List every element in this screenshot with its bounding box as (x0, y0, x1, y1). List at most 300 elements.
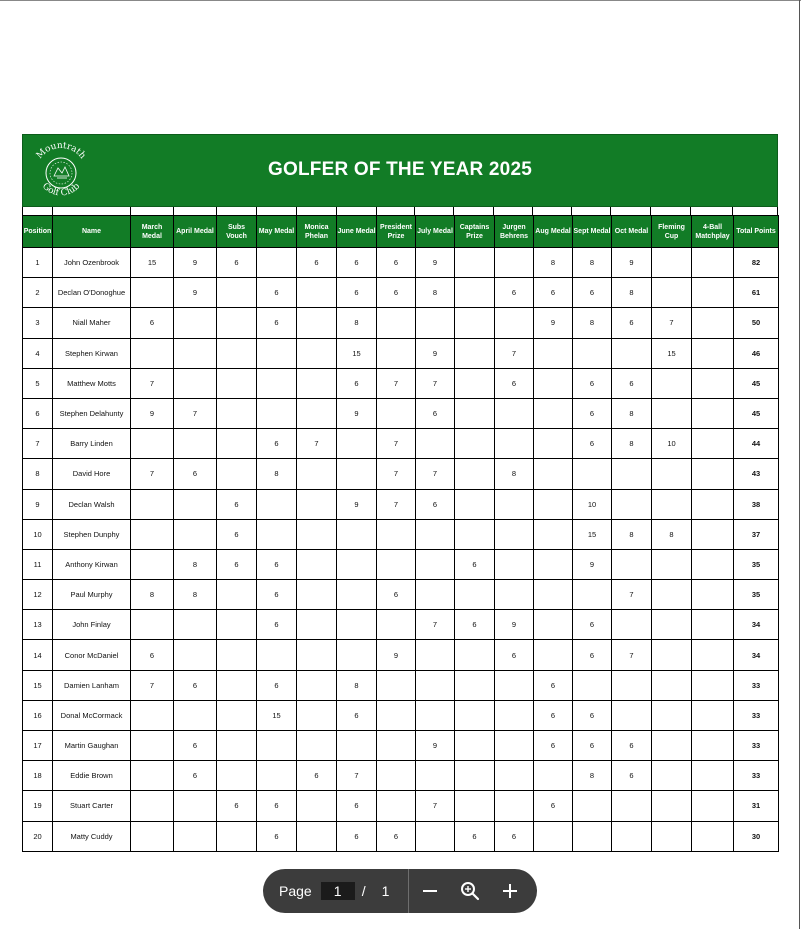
cell-monica-phelan: 7 (297, 429, 337, 459)
cell-president-prize: 7 (377, 489, 416, 519)
cell-position: 6 (23, 398, 53, 428)
column-header-april-medal: April Medal (174, 216, 217, 248)
cell-jurgen-behrens (495, 761, 534, 791)
cell-aug-medal: 6 (534, 278, 573, 308)
cell-march-medal (131, 429, 174, 459)
cell-position: 1 (23, 248, 53, 278)
cell-fleming-cup (652, 398, 692, 428)
cell-total-points: 46 (734, 338, 779, 368)
scoresheet (22, 134, 778, 852)
cell-total-points: 35 (734, 549, 779, 579)
cell-oct-medal: 6 (612, 368, 652, 398)
cell-oct-medal: 9 (612, 248, 652, 278)
column-header-may-medal: May Medal (257, 216, 297, 248)
cell-may-medal (257, 640, 297, 670)
cell-july-medal: 9 (416, 248, 455, 278)
cell-4-ball-matchplay (692, 398, 734, 428)
column-header-4-ball-matchplay: 4-Ball Matchplay (692, 216, 734, 248)
cell-aug-medal (534, 549, 573, 579)
column-header-sept-medal: Sept Medal (573, 216, 612, 248)
cell-april-medal (174, 519, 217, 549)
toolbar-divider (408, 869, 409, 913)
cell-subs-vouch: 6 (217, 519, 257, 549)
cell-total-points: 34 (734, 610, 779, 640)
cell-captains-prize (455, 670, 495, 700)
cell-monica-phelan (297, 368, 337, 398)
cell-march-medal (131, 821, 174, 851)
cell-april-medal: 6 (174, 670, 217, 700)
cell-monica-phelan (297, 278, 337, 308)
cell-president-prize (377, 398, 416, 428)
cell-4-ball-matchplay (692, 489, 734, 519)
cell-march-medal (131, 791, 174, 821)
cell-total-points: 44 (734, 429, 779, 459)
cell-president-prize (377, 670, 416, 700)
cell-aug-medal: 8 (534, 248, 573, 278)
cell-president-prize: 9 (377, 640, 416, 670)
cell-oct-medal (612, 700, 652, 730)
cell-name: Declan Walsh (53, 489, 131, 519)
cell-4-ball-matchplay (692, 248, 734, 278)
cell-subs-vouch (217, 640, 257, 670)
spacer-cell (533, 207, 572, 215)
cell-president-prize: 7 (377, 429, 416, 459)
cell-may-medal: 6 (257, 610, 297, 640)
column-header-total-points: Total Points (734, 216, 779, 248)
cell-monica-phelan (297, 791, 337, 821)
cell-aug-medal (534, 398, 573, 428)
table-row (23, 278, 779, 308)
column-header-president-prize: President Prize (377, 216, 416, 248)
cell-president-prize (377, 761, 416, 791)
cell-aug-medal: 9 (534, 308, 573, 338)
cell-jurgen-behrens (495, 308, 534, 338)
column-header-captains-prize: Captains Prize (455, 216, 495, 248)
page-title: GOLFER OF THE YEAR 2025 (268, 159, 532, 180)
cell-july-medal (416, 308, 455, 338)
cell-sept-medal (573, 670, 612, 700)
cell-captains-prize (455, 338, 495, 368)
spacer-cell (494, 207, 533, 215)
cell-president-prize: 6 (377, 248, 416, 278)
cell-name: John Ozenbrook (53, 248, 131, 278)
table-row (23, 248, 779, 278)
cell-4-ball-matchplay (692, 459, 734, 489)
cell-july-medal (416, 670, 455, 700)
cell-president-prize (377, 308, 416, 338)
cell-total-points: 33 (734, 761, 779, 791)
table-row (23, 489, 779, 519)
table-row (23, 821, 779, 851)
cell-may-medal (257, 761, 297, 791)
cell-may-medal (257, 489, 297, 519)
cell-march-medal (131, 761, 174, 791)
page-separator: / (361, 883, 366, 899)
cell-aug-medal (534, 459, 573, 489)
cell-march-medal (131, 489, 174, 519)
cell-june-medal: 15 (337, 338, 377, 368)
cell-july-medal (416, 580, 455, 610)
column-header-aug-medal: Aug Medal (534, 216, 573, 248)
column-header-fleming-cup: Fleming Cup (652, 216, 692, 248)
cell-jurgen-behrens (495, 398, 534, 428)
cell-sept-medal: 6 (573, 731, 612, 761)
cell-captains-prize (455, 368, 495, 398)
cell-april-medal: 6 (174, 731, 217, 761)
cell-fleming-cup (652, 580, 692, 610)
total-pages: 1 (381, 883, 390, 899)
header-row (23, 216, 779, 248)
cell-position: 2 (23, 278, 53, 308)
cell-monica-phelan (297, 580, 337, 610)
cell-captains-prize (455, 308, 495, 338)
cell-name: Anthony Kirwan (53, 549, 131, 579)
cell-april-medal (174, 489, 217, 519)
cell-subs-vouch (217, 821, 257, 851)
cell-president-prize: 7 (377, 459, 416, 489)
cell-fleming-cup (652, 670, 692, 700)
cell-total-points: 37 (734, 519, 779, 549)
cell-president-prize: 6 (377, 278, 416, 308)
cell-position: 17 (23, 731, 53, 761)
cell-monica-phelan (297, 640, 337, 670)
cell-sept-medal: 6 (573, 368, 612, 398)
cell-june-medal: 9 (337, 398, 377, 428)
cell-april-medal (174, 821, 217, 851)
cell-may-medal (257, 731, 297, 761)
cell-sept-medal (573, 459, 612, 489)
cell-subs-vouch (217, 700, 257, 730)
cell-oct-medal: 8 (612, 519, 652, 549)
cell-4-ball-matchplay (692, 519, 734, 549)
table-row (23, 700, 779, 730)
cell-captains-prize (455, 429, 495, 459)
cell-april-medal: 8 (174, 580, 217, 610)
cell-aug-medal (534, 519, 573, 549)
cell-subs-vouch (217, 368, 257, 398)
cell-may-medal: 6 (257, 308, 297, 338)
cell-may-medal: 8 (257, 459, 297, 489)
logo-top-text: Mountrath (34, 140, 88, 162)
cell-captains-prize (455, 700, 495, 730)
cell-president-prize (377, 549, 416, 579)
table-row (23, 610, 779, 640)
spacer-cell (572, 207, 611, 215)
cell-name: Stephen Delahunty (53, 398, 131, 428)
cell-jurgen-behrens (495, 489, 534, 519)
spacer-cell (651, 207, 691, 215)
zoom-magnifier-icon (460, 881, 480, 901)
cell-april-medal (174, 640, 217, 670)
cell-fleming-cup (652, 791, 692, 821)
cell-march-medal: 7 (131, 670, 174, 700)
spacer-cell (415, 207, 454, 215)
cell-subs-vouch (217, 459, 257, 489)
cell-june-medal (337, 519, 377, 549)
cell-4-ball-matchplay (692, 429, 734, 459)
cell-aug-medal (534, 610, 573, 640)
cell-captains-prize (455, 519, 495, 549)
column-header-jurgen-behrens: Jurgen Behrens (495, 216, 534, 248)
column-header-july-medal: July Medal (416, 216, 455, 248)
cell-name: Eddie Brown (53, 761, 131, 791)
cell-july-medal (416, 429, 455, 459)
cell-subs-vouch (217, 429, 257, 459)
cell-july-medal: 7 (416, 610, 455, 640)
cell-aug-medal (534, 338, 573, 368)
spacer-cell (53, 207, 131, 215)
column-header-monica-phelan: Monica Phelan (297, 216, 337, 248)
cell-fleming-cup (652, 278, 692, 308)
cell-oct-medal: 7 (612, 580, 652, 610)
cell-position: 11 (23, 549, 53, 579)
cell-subs-vouch (217, 580, 257, 610)
cell-name: David Hore (53, 459, 131, 489)
cell-monica-phelan (297, 459, 337, 489)
cell-monica-phelan (297, 821, 337, 851)
cell-april-medal (174, 791, 217, 821)
cell-may-medal: 6 (257, 580, 297, 610)
cell-name: Niall Maher (53, 308, 131, 338)
cell-jurgen-behrens (495, 248, 534, 278)
cell-july-medal (416, 549, 455, 579)
cell-july-medal: 9 (416, 338, 455, 368)
cell-march-medal (131, 610, 174, 640)
cell-oct-medal (612, 489, 652, 519)
cell-oct-medal (612, 791, 652, 821)
cell-july-medal: 6 (416, 489, 455, 519)
cell-subs-vouch (217, 731, 257, 761)
cell-jurgen-behrens (495, 519, 534, 549)
cell-position: 8 (23, 459, 53, 489)
cell-subs-vouch (217, 308, 257, 338)
cell-total-points: 38 (734, 489, 779, 519)
cell-may-medal (257, 368, 297, 398)
cell-may-medal: 6 (257, 670, 297, 700)
cell-total-points: 61 (734, 278, 779, 308)
table-row (23, 429, 779, 459)
cell-jurgen-behrens (495, 549, 534, 579)
cell-captains-prize (455, 398, 495, 428)
cell-position: 7 (23, 429, 53, 459)
cell-position: 20 (23, 821, 53, 851)
cell-fleming-cup (652, 489, 692, 519)
table-body (23, 248, 779, 852)
cell-jurgen-behrens (495, 670, 534, 700)
table-row (23, 580, 779, 610)
cell-name: Martin Gaughan (53, 731, 131, 761)
cell-jurgen-behrens: 9 (495, 610, 534, 640)
cell-may-medal (257, 248, 297, 278)
cell-total-points: 33 (734, 670, 779, 700)
cell-4-ball-matchplay (692, 610, 734, 640)
cell-sept-medal: 6 (573, 640, 612, 670)
cell-4-ball-matchplay (692, 338, 734, 368)
cell-president-prize: 7 (377, 368, 416, 398)
cell-march-medal (131, 549, 174, 579)
table-row (23, 731, 779, 761)
table-row (23, 368, 779, 398)
cell-june-medal: 8 (337, 670, 377, 700)
cell-captains-prize: 6 (455, 610, 495, 640)
cell-fleming-cup: 15 (652, 338, 692, 368)
cell-june-medal (337, 459, 377, 489)
cell-march-medal (131, 519, 174, 549)
cell-jurgen-behrens: 7 (495, 338, 534, 368)
cell-march-medal: 15 (131, 248, 174, 278)
table-row (23, 308, 779, 338)
table-row (23, 791, 779, 821)
cell-sept-medal: 6 (573, 278, 612, 308)
cell-june-medal (337, 640, 377, 670)
cell-july-medal: 7 (416, 459, 455, 489)
minus-icon (422, 883, 438, 899)
column-header-oct-medal: Oct Medal (612, 216, 652, 248)
cell-aug-medal: 6 (534, 700, 573, 730)
column-header-position: Position (23, 216, 53, 248)
cell-position: 13 (23, 610, 53, 640)
cell-may-medal: 6 (257, 429, 297, 459)
cell-fleming-cup (652, 700, 692, 730)
cell-president-prize (377, 791, 416, 821)
spacer-cell (23, 207, 53, 215)
cell-name: Stephen Dunphy (53, 519, 131, 549)
cell-position: 18 (23, 761, 53, 791)
cell-monica-phelan (297, 398, 337, 428)
cell-name: Paul Murphy (53, 580, 131, 610)
cell-june-medal: 9 (337, 489, 377, 519)
cell-march-medal: 6 (131, 640, 174, 670)
cell-4-ball-matchplay (692, 700, 734, 730)
cell-sept-medal: 8 (573, 761, 612, 791)
cell-name: Stuart Carter (53, 791, 131, 821)
cell-oct-medal (612, 549, 652, 579)
cell-june-medal: 6 (337, 278, 377, 308)
cell-president-prize (377, 700, 416, 730)
column-header-name: Name (53, 216, 131, 248)
cell-position: 12 (23, 580, 53, 610)
cell-oct-medal (612, 821, 652, 851)
cell-may-medal: 6 (257, 549, 297, 579)
spacer-cell (611, 207, 651, 215)
cell-june-medal (337, 731, 377, 761)
cell-name: John Finlay (53, 610, 131, 640)
cell-april-medal: 9 (174, 248, 217, 278)
cell-position: 3 (23, 308, 53, 338)
pdf-toolbar (263, 869, 537, 913)
cell-may-medal: 6 (257, 278, 297, 308)
cell-name: Matty Cuddy (53, 821, 131, 851)
cell-aug-medal: 6 (534, 670, 573, 700)
cell-president-prize (377, 338, 416, 368)
cell-subs-vouch (217, 278, 257, 308)
cell-4-ball-matchplay (692, 580, 734, 610)
cell-monica-phelan (297, 308, 337, 338)
cell-fleming-cup (652, 761, 692, 791)
cell-name: Conor McDaniel (53, 640, 131, 670)
table-row (23, 459, 779, 489)
cell-oct-medal: 6 (612, 731, 652, 761)
cell-oct-medal: 6 (612, 308, 652, 338)
cell-sept-medal (573, 338, 612, 368)
cell-subs-vouch: 6 (217, 248, 257, 278)
zoom-out-button[interactable] (416, 877, 444, 905)
cell-may-medal: 6 (257, 791, 297, 821)
cell-monica-phelan (297, 549, 337, 579)
cell-march-medal: 8 (131, 580, 174, 610)
cell-jurgen-behrens (495, 791, 534, 821)
cell-june-medal: 6 (337, 248, 377, 278)
cell-april-medal: 8 (174, 549, 217, 579)
cell-march-medal (131, 338, 174, 368)
cell-captains-prize (455, 459, 495, 489)
cell-aug-medal (534, 821, 573, 851)
cell-july-medal (416, 519, 455, 549)
cell-june-medal (337, 549, 377, 579)
cell-march-medal (131, 731, 174, 761)
cell-oct-medal: 8 (612, 278, 652, 308)
cell-oct-medal: 6 (612, 761, 652, 791)
table-row (23, 549, 779, 579)
cell-june-medal: 8 (337, 308, 377, 338)
spacer-cell (174, 207, 217, 215)
cell-subs-vouch: 6 (217, 791, 257, 821)
cell-aug-medal: 6 (534, 791, 573, 821)
cell-fleming-cup: 7 (652, 308, 692, 338)
cell-april-medal (174, 368, 217, 398)
cell-june-medal (337, 580, 377, 610)
cell-total-points: 43 (734, 459, 779, 489)
cell-aug-medal (534, 761, 573, 791)
cell-sept-medal: 15 (573, 519, 612, 549)
cell-president-prize: 6 (377, 821, 416, 851)
cell-4-ball-matchplay (692, 821, 734, 851)
cell-oct-medal (612, 459, 652, 489)
cell-oct-medal: 7 (612, 640, 652, 670)
fit-to-page-button[interactable] (456, 877, 484, 905)
cell-position: 16 (23, 700, 53, 730)
cell-may-medal (257, 338, 297, 368)
cell-total-points: 33 (734, 700, 779, 730)
cell-sept-medal (573, 580, 612, 610)
cell-june-medal: 7 (337, 761, 377, 791)
cell-june-medal: 6 (337, 700, 377, 730)
cell-4-ball-matchplay (692, 368, 734, 398)
cell-subs-vouch (217, 761, 257, 791)
cell-jurgen-behrens (495, 429, 534, 459)
zoom-in-button[interactable] (496, 877, 524, 905)
cell-subs-vouch (217, 610, 257, 640)
cell-name: Damien Lanham (53, 670, 131, 700)
cell-captains-prize (455, 640, 495, 670)
title-banner (22, 134, 778, 207)
page-number-input[interactable] (321, 882, 355, 900)
cell-sept-medal (573, 791, 612, 821)
spacer-cell (454, 207, 494, 215)
cell-monica-phelan: 6 (297, 761, 337, 791)
cell-4-ball-matchplay (692, 670, 734, 700)
table-row (23, 670, 779, 700)
cell-name: Donal McCormack (53, 700, 131, 730)
cell-position: 5 (23, 368, 53, 398)
cell-may-medal: 15 (257, 700, 297, 730)
cell-total-points: 35 (734, 580, 779, 610)
cell-fleming-cup (652, 368, 692, 398)
cell-july-medal (416, 761, 455, 791)
cell-captains-prize (455, 731, 495, 761)
cell-jurgen-behrens: 6 (495, 821, 534, 851)
cell-aug-medal (534, 489, 573, 519)
